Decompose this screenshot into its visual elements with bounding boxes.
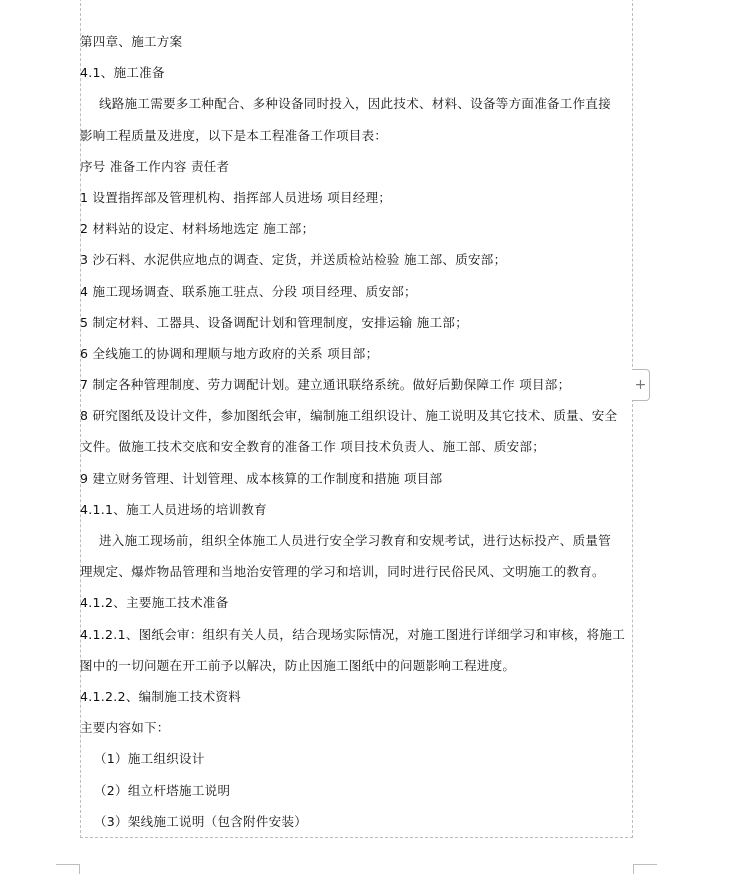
- list-item: （2）组立杆塔施工说明: [94, 782, 231, 798]
- paragraph-line: 线路施工需要多工种配合、多种设备同时投入，因此技术、材料、设备等方面准备工作直接: [99, 96, 612, 112]
- chapter-heading: 第四章、施工方案: [80, 34, 183, 49]
- table-row-line: 8 研究图纸及设计文件，参加图纸会审，编制施工组织设计、施工说明及其它技术、质量、安全: [80, 408, 618, 424]
- table-header-line: 序号 准备工作内容 责任者: [80, 158, 230, 174]
- table-row-line: 文件。做施工技术交底和安全教育的准备工作 项目技术负责人、施工部、质安部；: [80, 439, 546, 455]
- paragraph-line: 理规定、爆炸物品管理和当地治安管理的学习和培训，同时进行民俗民风、文明施工的教育。: [80, 564, 605, 580]
- table-row-line: 1 设置指挥部及管理机构、指挥部人员进场 项目经理；: [80, 189, 392, 205]
- table-row-line: 5 制定材料、工器具、设备调配计划和管理制度，安排运输 施工部；: [80, 314, 469, 330]
- paragraph-line: 主要内容如下：: [80, 720, 170, 736]
- section-heading: 4.1、施工准备: [80, 65, 165, 81]
- page-corner-mark-left: [56, 864, 80, 874]
- list-item: （1）施工组织设计: [94, 751, 205, 767]
- table-row-line: 7 制定各种管理制度、劳力调配计划。建立通讯联络系统。做好后勤保障工作 项目部；: [80, 377, 571, 393]
- table-row-line: 6 全线施工的协调和理顺与地方政府的关系 项目部；: [80, 345, 379, 361]
- document-body: [80, 26, 632, 837]
- paragraph-line: 图中的一切问题在开工前予以解决，防止因施工图纸中的问题影响工程进度。: [80, 657, 516, 673]
- list-item: （3）架线施工说明（包含附件安装）: [94, 813, 308, 829]
- subsection-heading: 4.1.1、施工人员进场的培训教育: [80, 501, 267, 517]
- add-button[interactable]: +: [632, 369, 650, 401]
- table-row-line: 4 施工现场调查、联系施工驻点、分段 项目经理、质安部；: [80, 283, 417, 299]
- paragraph-line: 进入施工现场前，组织全体施工人员进行安全学习教育和安规考试，进行达标投产、质量管: [99, 533, 612, 548]
- subsection-heading: 4.1.2、主要施工技术准备: [80, 595, 229, 611]
- table-row-line: 2 材料站的设定、材料场地选定 施工部；: [80, 221, 315, 237]
- subsection-heading: 4.1.2.2、编制施工技术资料: [80, 688, 242, 704]
- paragraph-line: 影响工程质量及进度，以下是本工程准备工作项目表：: [80, 127, 388, 143]
- paragraph-line: 4.1.2.1、图纸会审：组织有关人员，结合现场实际情况，对施工图进行详细学习和审核，将施工: [80, 626, 626, 642]
- table-row-line: 9 建立财务管理、计划管理、成本核算的工作制度和措施 项目部: [80, 470, 443, 486]
- table-row-line: 3 沙石料、水泥供应地点的调查、定货，并送质检站检验 施工部、质安部；: [80, 252, 507, 268]
- page-corner-mark-right: [633, 864, 657, 874]
